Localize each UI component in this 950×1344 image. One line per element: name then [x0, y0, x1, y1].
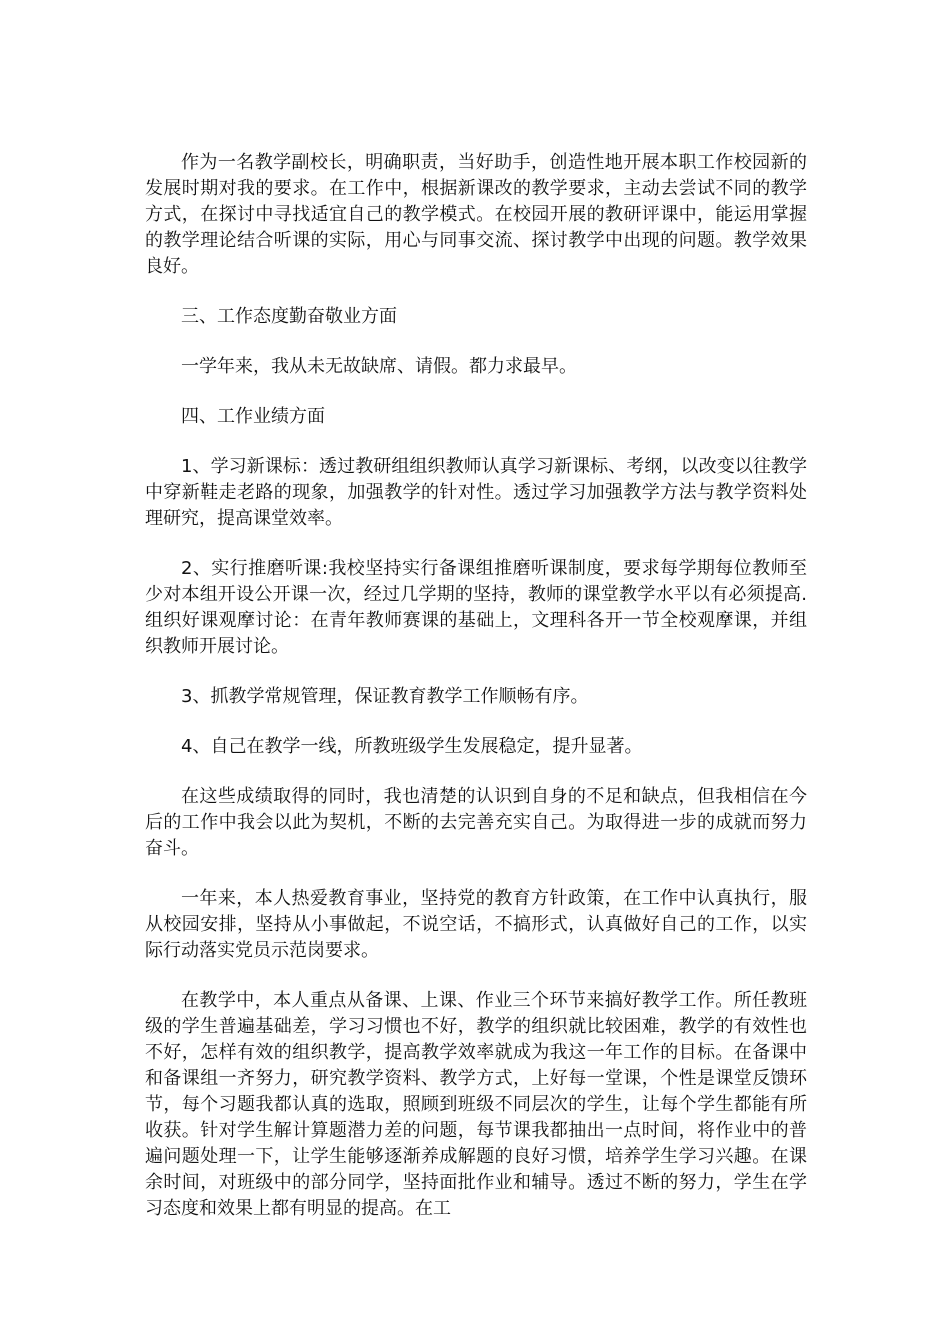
paragraph-teaching: 在教学中，本人重点从备课、上课、作业三个环节来搞好教学工作。所任教班级的学生普遍基础差，学习习惯也不好，教学的组织就比较困难，教学的有效性也不好，怎样有效的组织教学，提高教学效率就成为我这一年工作的目标。在备课中和备课组一齐努力，研究教学资料、教学方式，上好每一堂课，个性是课堂反馈环节，每个习题我都认真的选取，照顾到班级不同层次的学生，让每个学生都能有所收获。针对学生解计算题潜力差的问题，每节课我都抽出一点时间，将作业中的普遍问题处理一下，让学生能够逐渐养成解题的良好习惯，培养学生学习兴趣。在课余时间，对班级中的部分同学，坚持面批作业和辅导。透过不断的努力，学生在学习态度和效果上都有明显的提高。在工 [145, 990, 807, 1219]
paragraph-item-1: 1、学习新课标：透过教研组组织教师认真学习新课标、考纲，以改变以往教学中穿新鞋走老路的现象，加强教学的针对性。透过学习加强教学方法与教学资料处理研究，提高课堂效率。 [145, 456, 807, 529]
paragraph-item-2: 2、实行推磨听课:我校坚持实行备课组推磨听课制度，要求每学期每位教师至少对本组开设公开课一次，经过几学期的坚持，教师的课堂教学水平以有必须提高.组织好课观摩讨论：在青年教师赛课的基础上，文理科各开一节全校观摩课，并组织教师开展讨论。 [145, 558, 807, 657]
paragraph-party-member: 一年来，本人热爱教育事业，坚持党的教育方针政策，在工作中认真执行，服从校园安排，坚持从小事做起，不说空话，不搞形式，认真做好自己的工作，以实际行动落实党员示范岗要求。 [145, 888, 807, 961]
document-body [145, 150, 807, 1222]
section-heading-attitude: 三、工作态度勤奋敬业方面 [181, 306, 397, 327]
paragraph-duties: 作为一名教学副校长，明确职责，当好助手，创造性地开展本职工作校园新的发展时期对我的要求。在工作中，根据新课改的教学要求，主动去尝试不同的教学方式，在探讨中寻找适宜自己的教学模式。在校园开展的教研评课中，能运用掌握的教学理论结合听课的实际，用心与同事交流、探讨教学中出现的问题。教学效果良好。 [145, 152, 807, 277]
paragraph-item-3: 3、抓教学常规管理，保证教育教学工作顺畅有序。 [181, 686, 589, 707]
paragraph-reflection: 在这些成绩取得的同时，我也清楚的认识到自身的不足和缺点，但我相信在今后的工作中我会以此为契机，不断的去完善充实自己。为取得进一步的成就而努力奋斗。 [145, 786, 807, 859]
paragraph-item-4: 4、自己在教学一线，所教班级学生发展稳定，提升显著。 [181, 736, 643, 757]
section-heading-achievements: 四、工作业绩方面 [181, 406, 325, 427]
paragraph-attendance: 一学年来，我从未无故缺席、请假。都力求最早。 [181, 356, 577, 377]
